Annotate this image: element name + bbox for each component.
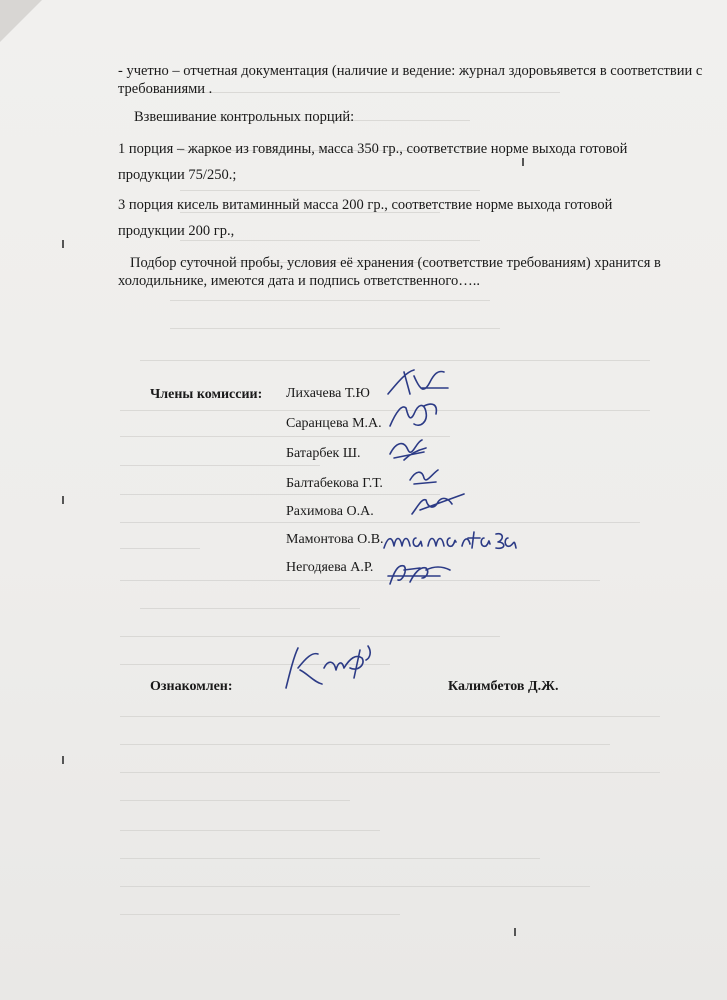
- signature-negodyaeva: [380, 556, 460, 592]
- doc-line-recording: - учетно – отчетная документация (наличие и ведение: журнал здоровьявется в соответствии с: [118, 63, 703, 79]
- acknowledged-name: Калимбетов Д.Ж.: [448, 679, 559, 694]
- acknowledged-label: Ознакомлен:: [150, 679, 233, 694]
- daily-sample-line-b: холодильнике, имеются дата и подпись ответственного…..: [118, 273, 480, 289]
- signature-kalimbetov: [278, 638, 378, 696]
- signature-sarantseva: [384, 396, 444, 436]
- member-name: Рахимова О.А.: [286, 504, 374, 519]
- scan-mark: [522, 158, 524, 166]
- scan-mark: [62, 496, 64, 504]
- member-name: Саранцева М.А.: [286, 416, 382, 431]
- scan-mark: [62, 240, 64, 248]
- member-name: Лихачева Т.Ю: [286, 386, 370, 401]
- signature-mamontova: [380, 524, 520, 560]
- member-name: Негодяева А.Р.: [286, 560, 374, 575]
- signature-rakhimova: [408, 488, 468, 520]
- signature-baltabekova: [404, 460, 444, 490]
- daily-sample-line-a: Подбор суточной пробы, условия её хранения (соответствие требованиям) хранится в: [130, 255, 661, 271]
- scan-mark: [514, 928, 516, 936]
- doc-line-requirements: требованиями .: [118, 81, 213, 97]
- portion3-line-b: продукции 200 гр.,: [118, 223, 235, 239]
- commission-label: Члены комиссии:: [150, 387, 263, 402]
- portion1-line-a: 1 порция – жаркое из говядины, масса 350 гр., соответствие норме выхода готовой: [118, 141, 628, 157]
- scan-mark: [62, 756, 64, 764]
- member-name: Батарбек Ш.: [286, 446, 361, 461]
- portion3-line-a: 3 порция кисель витаминный масса 200 гр., соответствие норме выхода готовой: [118, 197, 613, 213]
- member-name: Мамонтова О.В.: [286, 532, 384, 547]
- portion1-line-b: продукции 75/250.;: [118, 167, 237, 183]
- weighing-heading: Взвешивание контрольных порций:: [134, 109, 355, 125]
- member-name: Балтабекова Г.Т.: [286, 476, 383, 491]
